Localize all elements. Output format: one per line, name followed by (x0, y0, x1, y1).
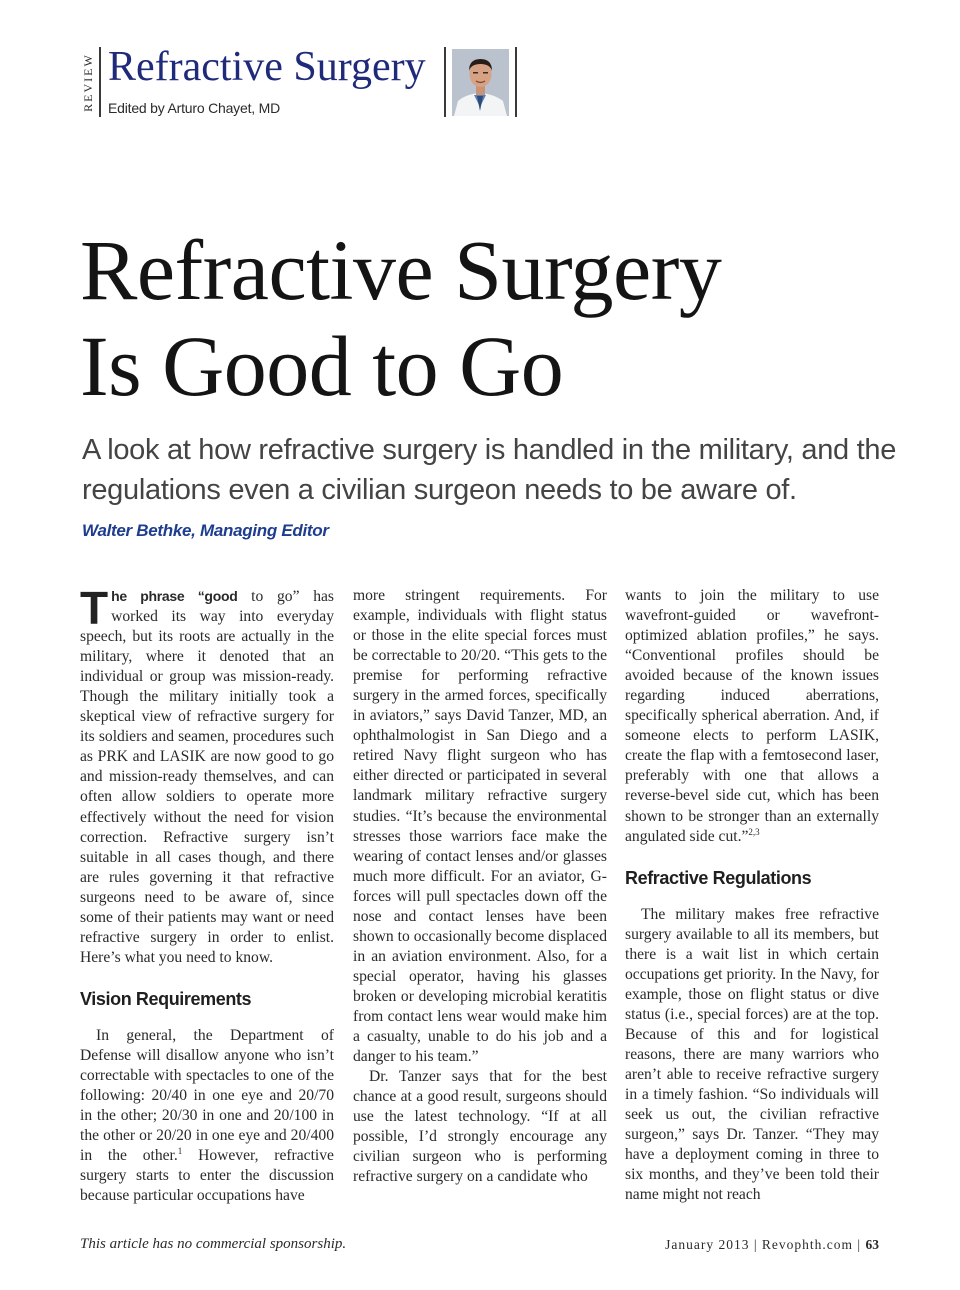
divider (515, 47, 517, 117)
citation: 1 (177, 1145, 183, 1156)
article-title-line: Refractive Surgery (80, 222, 722, 318)
divider (444, 47, 446, 117)
lead-in: he phrase “good (111, 588, 238, 604)
sponsorship-note: This article has no commercial sponsorship. (80, 1236, 347, 1252)
technology-paragraph: Dr. Tanzer says that for the best chance at a good result, surgeons should use the latest technology. “If at all possible, I’d strongly encourage any civilian surgeon who is performing refractive surgery on a candidate who (353, 1068, 607, 1186)
section-title: Refractive Surgery (108, 44, 426, 90)
column-3 (625, 586, 879, 1205)
intro-paragraph (80, 582, 334, 968)
page-number: 63 (865, 1237, 879, 1252)
vision-paragraph: In general, the Department of Defense will disallow anyone who isn’t correctable with spectacles to one of the following: 20/40 in one eye and 20/70 in the other; 20/30 in one and 20/100 in the other or 20/20 in one eye and 20/400 in the other.$^1$ However, refractive surgery starts to enter the discussion because particular occupations have (80, 1026, 334, 1205)
divider (99, 47, 101, 117)
editor-line: Edited by Arturo Chayet, MD (108, 100, 281, 116)
issue-info: January 2013 | Revophth.com | (665, 1237, 862, 1252)
drop-cap: T (80, 582, 109, 634)
article-title (80, 222, 721, 414)
column-1 (80, 582, 334, 1206)
technology-paragraph-continued: wants to join the military to use wavefront-guided or wavefront-optimized ablation profiles,” he says. “Conventional profiles should be avoided because of the known issues regarding induced aberrations, specifically spherical aberration. And, if someone elects to perform LASIK, create the flap with a femtosecond laser, preferably with one that allows a reverse-bevel side cut, which has been shown to be stronger than an externally angulated side cut.”$^{2,3}$ (625, 587, 879, 845)
article-deck: A look at how refractive surgery is handled in the military, and the regulations even a civilian surgeon needs to be aware of. (82, 434, 897, 506)
subhead-vision-requirements: Vision Requirements (80, 988, 252, 1009)
intro-text: to go” has worked its way into everyday speech, but its roots are actually in the military, where it denoted that an individual or group was mission-ready. Though the military initially took a skeptical view of refractive surgery for its soldiers and seamen, procedures such as PRK and LASIK are now good to go and mission-ready themselves, and can often allow soldiers to operate more effectively without the need for vision correction. Refractive surgery isn’t suitable in all cases though, and there are rules governing it that refractive surgeons need to be aware of, since some of their patients may want or need refractive surgery in order to enlist. Here’s what you need to know. (80, 588, 334, 966)
citation: 2,3 (748, 826, 760, 837)
subhead-refractive-regulations: Refractive Regulations (625, 867, 812, 888)
page-footer (665, 1237, 879, 1253)
byline: Walter Bethke, Managing Editor (82, 521, 329, 540)
column-2 (353, 586, 607, 1187)
portrait-photo-icon (452, 49, 509, 116)
regulations-paragraph: The military makes free refractive surgery available to all its members, but there is a wait list in which certain occupations get priority. In the Navy, for example, those on flight status or dive status (i.e., special forces) are at the top. Because of this and for logistical reasons, there are many warriors who aren’t able to receive refractive surgery in a timely fashion. “So individuals will seek us out, the civilian refractive surgeon,” says Dr. Tanzer. “They may have a deployment coming in three to six months, and they’ve been told their name might not reach (625, 905, 879, 1204)
article-title-line: Is Good to Go (80, 318, 564, 414)
section-vertical-label: REVIEW (80, 52, 95, 112)
vision-paragraph-continued: more stringent requirements. For example, individuals with flight status or those in the elite special forces must be correctable to 20/20. “This gets to the premise for performing refractive surgery in the armed forces, specifically in aviators,” says David Tanzer, MD, an ophthalmologist in San Diego and a retired Navy flight surgeon who has either directed or participated in several landmark military refractive surgery studies. “It’s because the environmental stresses those warriors face make the wearing of contact lenses and/or glasses much more difficult. For an aviator, G-forces will pull spectacles down off the nose and contact lenses have been shown to occasionally become displaced in an aviation environment. Also, for a special operator, having his glasses broken or developing microbial keratitis from contact lens wear would make him a casualty, unable to do his job and a danger to his team.” (353, 587, 607, 1066)
